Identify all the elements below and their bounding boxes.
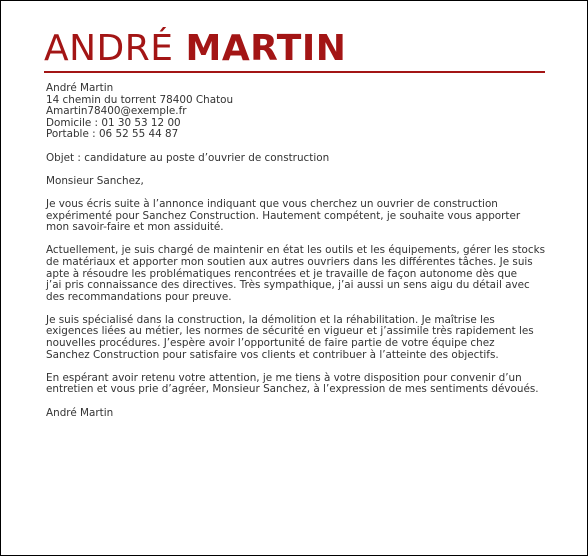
paragraph-line: expérimenté pour Sanchez Construction. Hautement compétent, je souhaite vous apporter [46, 209, 521, 222]
paragraph-line: En espérant avoir retenu votre attention, je me tiens à votre disposition pour convenir d’un [46, 371, 522, 384]
paragraph-line: Je vous écris suite à l’annonce indiquant que vous cherchez un ouvrier de construction [46, 197, 498, 210]
paragraph-current-role [46, 245, 546, 303]
sender-block [46, 83, 546, 141]
subject-text: Objet : candidature au poste d’ouvrier de construction [46, 151, 330, 164]
letter-header [44, 27, 346, 71]
sender-address: 14 chemin du torrent 78400 Chatou [46, 93, 234, 106]
paragraph-intro [46, 199, 546, 234]
header-first-name: ANDRÉ [44, 28, 174, 69]
paragraph-line: entretien et vous prie d’agréer, Monsieur Sanchez, à l’expression de mes sentiments dévoués. [46, 383, 539, 396]
paragraph-closing [46, 373, 546, 396]
paragraph-line: Sanchez Construction pour satisfaire vos clients et contribuer à l’atteinte des objectifs. [46, 348, 499, 361]
paragraph-specialties [46, 315, 546, 361]
header-last-name: MARTIN [185, 28, 347, 69]
sender-email: Amartin78400@exemple.fr [46, 105, 187, 118]
paragraph-line: des recommandations pour preuve. [46, 290, 232, 303]
sender-home-phone: Domicile : 01 30 53 12 00 [46, 116, 181, 129]
letter-signature [46, 408, 546, 420]
paragraph-line: apte à résoudre les problématiques rencontrées et je travaille de façon autonome dès que [46, 267, 518, 280]
paragraph-line: mon savoir-faire et mon assiduité. [46, 221, 224, 234]
paragraph-line: nouvelles procédures. J’espère avoir l’opportunité de faire partie de votre équipe chez [46, 337, 495, 350]
salutation-text: Monsieur Sanchez, [46, 174, 144, 187]
paragraph-line: Actuellement, je suis chargé de maintenir en état les outils et les équipements, gérer les stocks [46, 244, 546, 257]
paragraph-line: exigences liées au métier, les normes de sécurité en vigueur et j’assimile très rapidement les [46, 325, 534, 338]
letter-body [46, 83, 546, 431]
header-divider [44, 71, 545, 73]
sender-name: André Martin [46, 82, 114, 94]
paragraph-line: de matériaux et apporter mon soutien aux autres ouvriers dans les différentes tâches. Je suis [46, 255, 533, 268]
letter-subject [46, 153, 546, 165]
signature-text: André Martin [46, 406, 114, 419]
paragraph-line: Je suis spécialisé dans la construction, la démolition et la réhabilitation. Je maîtrise les [46, 313, 495, 326]
paragraph-line: j’ai pris connaissance des directives. Très sympathique, j’ai aussi un sens aigu du détail avec [46, 279, 530, 292]
letter-salutation [46, 176, 546, 188]
sender-mobile-phone: Portable : 06 52 55 44 87 [46, 128, 179, 141]
